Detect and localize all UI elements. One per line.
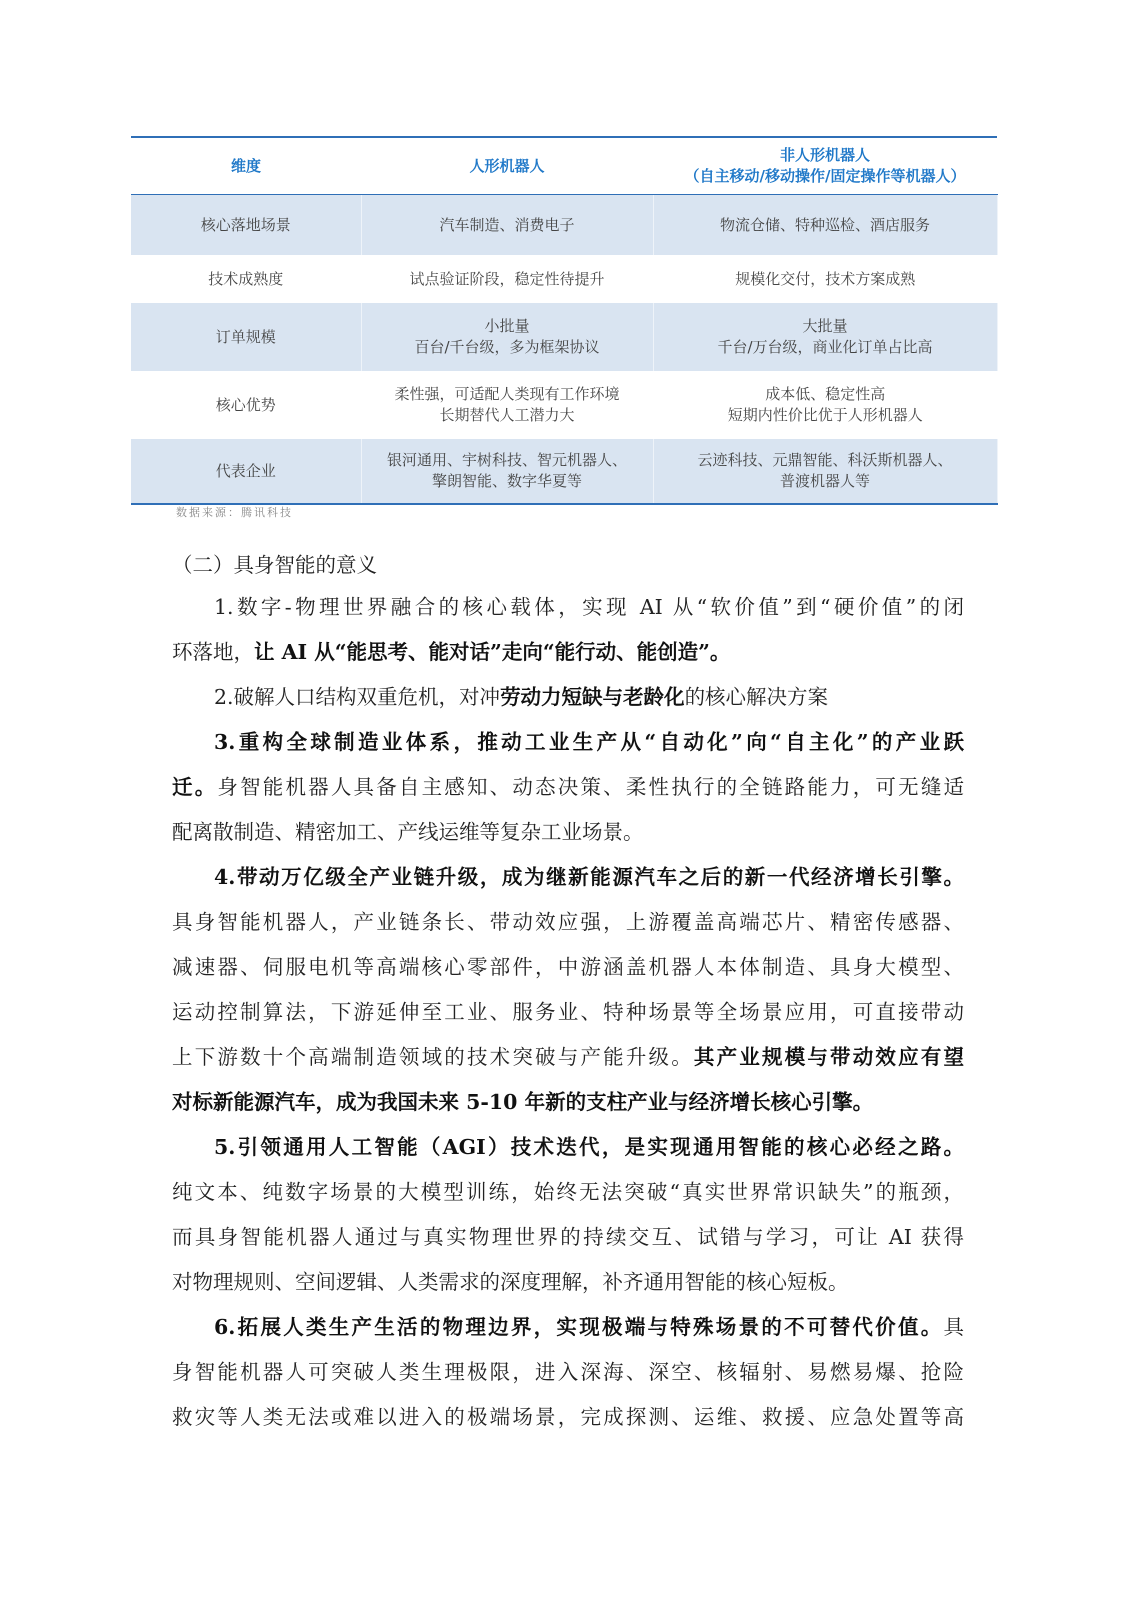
cell-text: 大批量 bbox=[802, 317, 848, 335]
cell-humanoid bbox=[361, 371, 653, 439]
paragraph-line: 具身智能机器人，产业链条长、带动效应强，上游覆盖高端芯片、精密传感器、 bbox=[172, 910, 964, 934]
text-run: 环落地， bbox=[172, 640, 254, 664]
cell-humanoid bbox=[361, 303, 653, 371]
cell-non-humanoid bbox=[653, 439, 997, 504]
cell-text: 云迹科技、元鼎智能、科沃斯机器人、 bbox=[697, 451, 953, 469]
bold-text: 4.带动万亿级全产业链升级，成为继新能源汽车之后的新一代经济增长引擎。 bbox=[214, 865, 964, 889]
cell-text: 柔性强，可适配人类现有工作环境 bbox=[394, 385, 620, 403]
cell-text: 小批量 bbox=[484, 317, 530, 335]
cell-humanoid bbox=[361, 195, 653, 256]
paragraph-line: 纯文本、纯数字场景的大模型训练，始终无法突破“真实世界常识缺失”的瓶颈， bbox=[172, 1180, 964, 1204]
cell-non-humanoid bbox=[653, 195, 997, 256]
paragraph-line bbox=[172, 720, 964, 765]
table-row bbox=[131, 195, 997, 256]
table-row bbox=[131, 303, 997, 371]
bold-text: 对标新能源汽车，成为我国未来 5-10 年新的支柱产业与经济增长核心引擎。 bbox=[172, 1090, 874, 1114]
text-run: 身智能机器人具备自主感知、动态决策、柔性执行的全链路能力，可无缝适 bbox=[217, 775, 965, 799]
paragraph-line bbox=[172, 1305, 964, 1350]
paragraph-line bbox=[172, 765, 964, 810]
paragraph-line bbox=[172, 1080, 964, 1125]
paragraph-line: 配离散制造、精密加工、产线运维等复杂工业场景。 bbox=[172, 820, 644, 844]
bold-text: 其产业规模与带动效应有望 bbox=[693, 1045, 965, 1069]
cell-dimension: 核心落地场景 bbox=[131, 195, 361, 256]
paragraph-4 bbox=[172, 855, 964, 1125]
paragraph-line: 对物理规则、空间逻辑、人类需求的深度理解，补齐通用智能的核心短板。 bbox=[172, 1270, 849, 1294]
text-run: 上下游数十个高端制造领域的技术突破与产能升级。 bbox=[172, 1045, 694, 1069]
paragraph-5 bbox=[172, 1125, 964, 1305]
cell-humanoid bbox=[361, 439, 653, 504]
cell-dimension: 代表企业 bbox=[131, 439, 361, 504]
bold-text: 3.重构全球制造业体系，推动工业生产从“自动化”向“自主化”的产业跃 bbox=[214, 730, 964, 754]
comparison-table bbox=[131, 136, 998, 505]
bold-text: 劳动力短缺与老龄化 bbox=[500, 685, 685, 709]
cell-dimension: 技术成熟度 bbox=[131, 255, 361, 303]
paragraph-line: 运动控制算法，下游延伸至工业、服务业、特种场景等全场景应用，可直接带动 bbox=[172, 1000, 964, 1024]
header-dimension: 维度 bbox=[131, 137, 361, 195]
header-non-humanoid bbox=[653, 137, 997, 195]
paragraph-1 bbox=[172, 585, 964, 675]
header-non-humanoid-subtitle: （自主移动/移动操作/固定操作等机器人） bbox=[684, 167, 966, 185]
paragraph-line bbox=[172, 630, 964, 675]
table-source-note: 数据来源：腾讯科技 bbox=[176, 506, 293, 519]
table-row bbox=[131, 439, 997, 504]
cell-dimension: 核心优势 bbox=[131, 371, 361, 439]
cell-text: 成本低、稳定性高 bbox=[765, 385, 886, 403]
paragraph-line bbox=[172, 1035, 964, 1080]
cell-text: 长期替代人工潜力大 bbox=[439, 406, 575, 424]
bold-text: 6.拓展人类生产生活的物理边界，实现极端与特殊场景的不可替代价值。 bbox=[214, 1315, 944, 1339]
bold-text: 5.引领通用人工智能（AGI）技术迭代，是实现通用智能的核心必经之路。 bbox=[214, 1135, 964, 1159]
cell-text: 短期内性价比优于人形机器人 bbox=[727, 406, 923, 424]
table-row bbox=[131, 255, 997, 303]
cell-non-humanoid bbox=[653, 303, 997, 371]
cell-text: 擎朗智能、数字华夏等 bbox=[431, 472, 582, 490]
cell-text: 规模化交付，技术方案成熟 bbox=[735, 269, 916, 288]
cell-humanoid bbox=[361, 255, 653, 303]
text-run: 的核心解决方案 bbox=[684, 685, 829, 709]
text-run: 具 bbox=[943, 1315, 964, 1339]
paragraph-line: 减速器、伺服电机等高端核心零部件，中游涵盖机器人本体制造、具身大模型、 bbox=[172, 955, 964, 979]
paragraph-line bbox=[172, 675, 964, 720]
cell-dimension: 订单规模 bbox=[131, 303, 361, 371]
paragraph-line bbox=[172, 855, 964, 900]
paragraph-line: 而具身智能机器人通过与真实物理世界的持续交互、试错与学习，可让 AI 获得 bbox=[172, 1225, 964, 1249]
table-row bbox=[131, 371, 997, 439]
cell-text: 百台/千台级，多为框架协议 bbox=[414, 338, 600, 356]
cell-text: 物流仓储、特种巡检、酒店服务 bbox=[719, 215, 930, 234]
cell-non-humanoid bbox=[653, 255, 997, 303]
bold-text: 迁。 bbox=[172, 775, 218, 799]
bold-text: 让 AI 从“能思考、能对话”走向“能行动、能创造”。 bbox=[254, 640, 731, 664]
header-non-humanoid-title: 非人形机器人 bbox=[779, 146, 870, 164]
paragraph-line bbox=[172, 1125, 964, 1170]
cell-non-humanoid bbox=[653, 371, 997, 439]
header-humanoid: 人形机器人 bbox=[361, 137, 653, 195]
cell-text: 千台/万台级，商业化订单占比高 bbox=[717, 338, 933, 356]
paragraph-2 bbox=[172, 675, 964, 720]
paragraph-line: 1.数字-物理世界融合的核心载体，实现 AI 从“软价值”到“硬价值”的闭 bbox=[214, 595, 964, 619]
paragraph-line: 身智能机器人可突破人类生理极限，进入深海、深空、核辐射、易燃易爆、抢险 bbox=[172, 1360, 964, 1384]
cell-text: 试点验证阶段，稳定性待提升 bbox=[409, 269, 605, 288]
paragraph-3 bbox=[172, 720, 964, 855]
cell-text: 普渡机器人等 bbox=[779, 472, 870, 490]
section-title: （二）具身智能的意义 bbox=[172, 553, 377, 577]
paragraph-6 bbox=[172, 1305, 964, 1440]
cell-text: 汽车制造、消费电子 bbox=[439, 215, 575, 234]
table-header-row bbox=[131, 137, 997, 195]
text-run: 2.破解人口结构双重危机，对冲 bbox=[214, 685, 501, 709]
cell-text: 银河通用、宇树科技、智元机器人、 bbox=[386, 451, 627, 469]
paragraph-line: 救灾等人类无法或难以进入的极端场景，完成探测、运维、救援、应急处置等高 bbox=[172, 1405, 964, 1429]
